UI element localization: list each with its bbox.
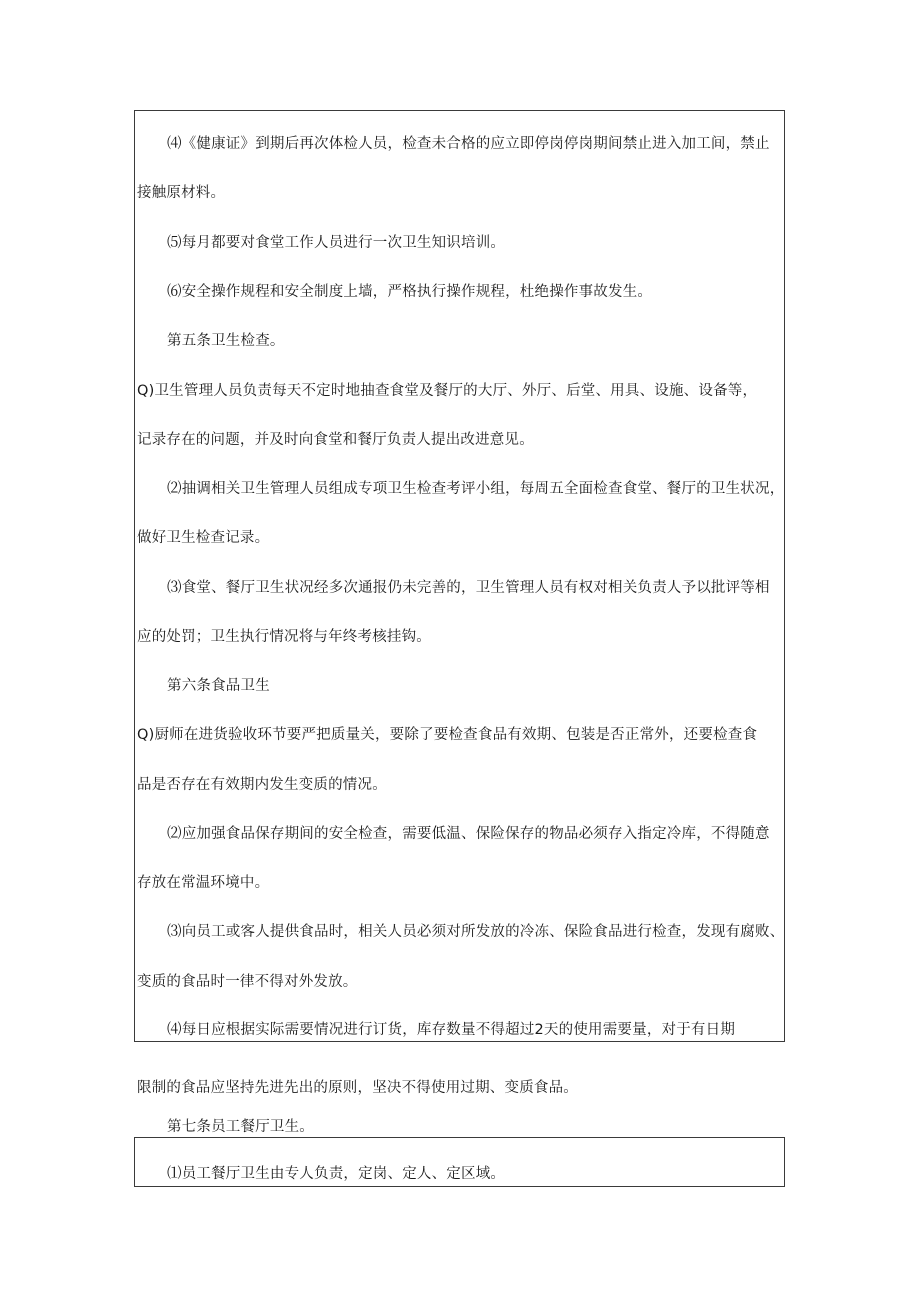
article-6-item-1-line2: 品是否存在有效期内发生变质的情况。	[137, 777, 387, 793]
article-6-item-3-line2: 变质的食品时一律不得对外发放。	[137, 974, 358, 990]
article-5-heading: 第五条卫生检查。	[167, 333, 285, 349]
article-6-item-4-line2: 限制的食品应坚持先进先出的原则，坚决不得使用过期、变质食品。	[137, 1080, 578, 1096]
article-6-heading: 第六条食品卫生	[167, 678, 270, 694]
article-7-item-1: ⑴员工餐厅卫生由专人负责，定岗、定人、定区域。	[167, 1166, 506, 1182]
article-5-item-2-line2: 做好卫生检查记录。	[137, 530, 270, 546]
paragraph-4-health-cert-line1: ⑷《健康证》到期后再次体检人员，检查未合格的应立即停岗停岗期间禁止进入加工间，禁止	[167, 136, 770, 152]
paragraph-4-health-cert-line2: 接触原材料。	[137, 185, 226, 201]
paragraph-6-safety: ⑹安全操作规程和安全制度上墙，严格执行操作规程，杜绝操作事故发生。	[167, 284, 653, 300]
article-5-item-3-line2: 应的处罚；卫生执行情况将与年终考核挂钩。	[137, 629, 431, 645]
article-6-item-2-line2: 存放在常温环境中。	[137, 875, 270, 891]
article-6-item-2-line1: ⑵应加强食品保存期间的安全检查，需要低温、保险保存的物品必须存入指定冷库，不得随意	[167, 826, 770, 842]
article-5-item-1-line1: Q)卫生管理人员负责每天不定时地抽查食堂及餐厅的大厅、外厅、后堂、用具、设施、设备等，	[137, 383, 758, 399]
article-6-item-4-line1: ⑷每日应根据实际需要情况进行订货，库存数量不得超过2天的使用需要量，对于有日期	[167, 1022, 736, 1038]
article-5-item-1-line2: 记录存在的问题，并及时向食堂和餐厅负责人提出改进意见。	[137, 432, 534, 448]
article-6-item-1-line1: Q)厨师在进货验收环节要严把质量关，要除了要检查食品有效期、包装是否正常外，还要检查食	[137, 727, 758, 743]
article-5-item-3-line1: ⑶食堂、餐厅卫生状况经多次通报仍未完善的，卫生管理人员有权对相关负责人予以批评等相	[167, 580, 770, 596]
article-6-item-3-line1: ⑶向员工或客人提供食品时，相关人员必须对所发放的冷冻、保险食品进行检查，发现有腐败、	[167, 924, 785, 940]
article-7-heading: 第七条员工餐厅卫生。	[167, 1119, 314, 1135]
article-5-item-2-line1: ⑵抽调相关卫生管理人员组成专项卫生检查考评小组，每周五全面检查食堂、餐厅的卫生状况，	[167, 481, 785, 497]
paragraph-5-training: ⑸每月都要对食堂工作人员进行一次卫生知识培训。	[167, 235, 506, 251]
